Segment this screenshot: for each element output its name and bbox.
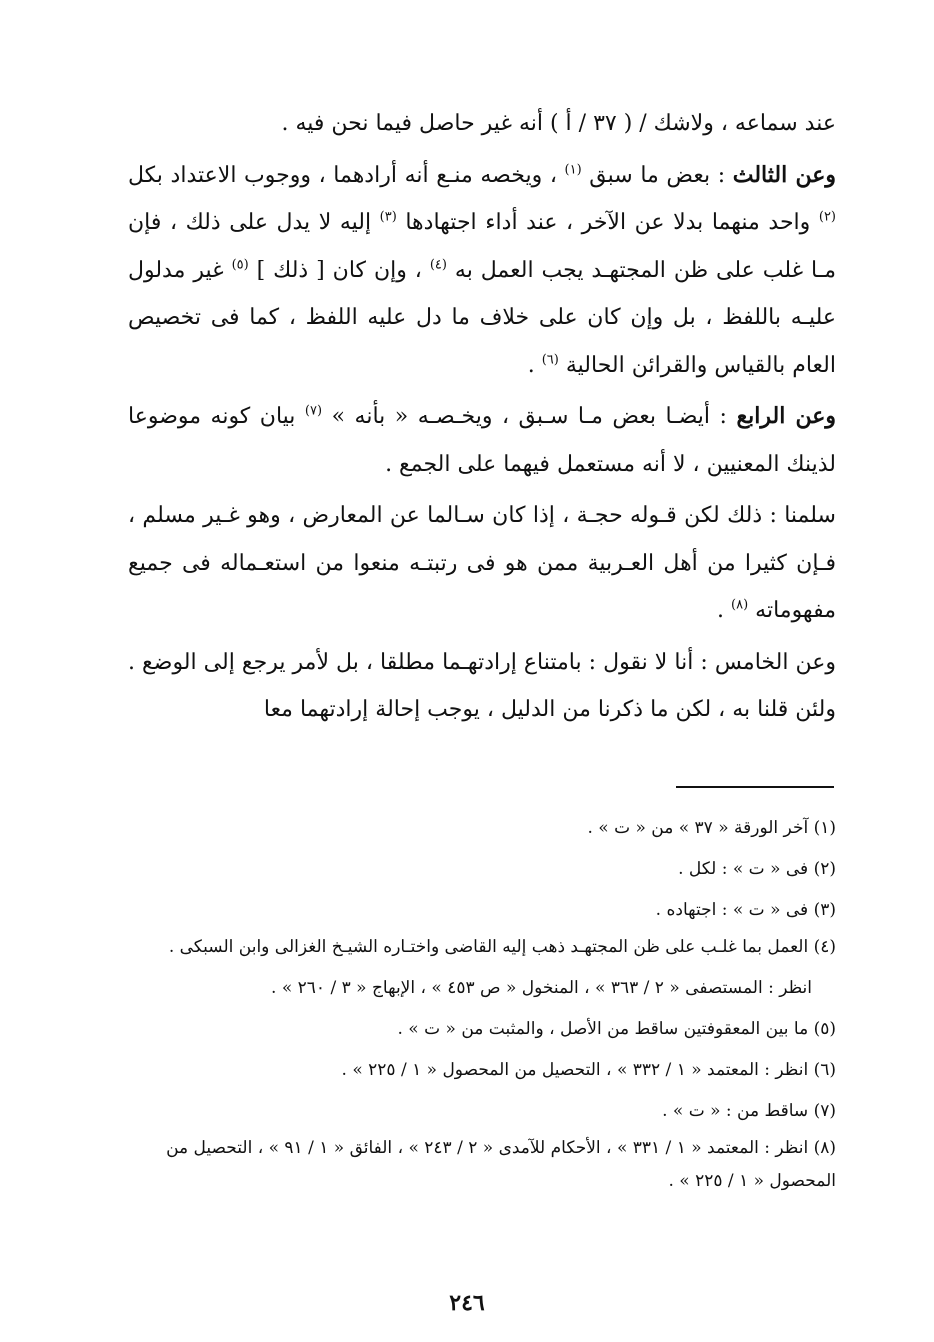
footnote-2: (٢) فى « ت » : لكل .: [678, 859, 836, 879]
text-run: بيان كونه موضوعا لذينك المعنيين ، لا أنه مستعمل فيهما على الجمع .: [128, 404, 836, 477]
footnote-4: (٤) العمل بما غلـب على ظن المجتهـد ذهب إليه القاضى واختـاره الشيـخ الغزالى وابن السبكى .: [168, 937, 836, 957]
footnote-ref-8: (٨): [731, 597, 749, 613]
footnote-6: (٦) انظر : المعتمد « ١ / ٣٣٢ » ، التحصيل من المحصول « ١ / ٢٢٥ » .: [341, 1060, 836, 1080]
text-run: غير مدلول عليـه باللفظ ، بل وإن كان على خلاف ما دل عليه اللفظ ، كما فى تخصيص العام بالقياس والقرائن الحالية: [128, 257, 836, 378]
footnote-separator: [676, 786, 834, 788]
footnote-ref-1: (١): [564, 162, 582, 178]
footnote-7: (٧) ساقط من : « ت » .: [662, 1101, 836, 1121]
heading-fourth: وعن الرابع: [736, 403, 837, 429]
paragraph-concession: [128, 492, 836, 635]
footnote-5: (٥) ما بين المعقوفتين ساقط من الأصل ، والمثبت من « ت » .: [397, 1019, 836, 1039]
text-run: .: [717, 598, 732, 623]
footnote-ref-5: (٥): [231, 257, 249, 273]
paragraph-1: عند سماعه ، ولاشك / ( ٣٧ / أ ) أنه غير حاصل فيما نحن فيه .: [281, 111, 836, 136]
footnote-3: (٣) فى « ت » : اجتهاده .: [655, 900, 836, 920]
paragraph-fourth-point: [128, 393, 836, 488]
paragraph-fifth-point: وعن الخامس : أنا لا نقول : بامتناع إرادتهـما مطلقا ، بل لأمر يرجع إلى الوضع . ولئن قلنا به ، لكن ما ذكرنا من الدليل ، يوجب إحالة إرادتهما معا: [128, 649, 836, 722]
main-text: [128, 100, 836, 738]
footnote-ref-4: (٤): [429, 257, 447, 273]
text-run: ، ويخصه منـع أنه أرادهما ، ووجوب الاعتداد بكل: [128, 162, 565, 188]
paragraph-third-point: [128, 152, 836, 390]
text-run: سلمنا : ذلك لكن قـوله حجـة ، إذا كان سـالما عن المعارض ، وهو غـير مسلم ، فـإن كثيرا من أهل العـربية ممن هو فى رتبتـه منعوا من استعـماله فى جميع مفهوماته: [128, 503, 836, 623]
page-number: ٢٤٦: [449, 1290, 485, 1316]
text-run: واحد منهما بدلا عن الآخر ، عند أداء اجتهادها: [396, 210, 819, 235]
text-run: ، وإن كان [ ذلك ]: [248, 257, 430, 283]
text-run: .: [527, 352, 542, 378]
footnote-4-references: انظر : المستصفى « ٢ / ٣٦٣ » ، المنخول « ص ٤٥٣ » ، الإبهاج « ٣ / ٢٦٠ » .: [271, 978, 812, 998]
heading-third: وعن الثالث: [732, 161, 836, 188]
footnote-8: (٨) انظر : المعتمد « ١ / ٣٣١ » ، الأحكام للآمدى « ٢ / ٢٤٣ » ، الفائق « ١ / ٩١ » ، التحصيل من المحصول « ١ / ٢٢٥ » .: [166, 1138, 836, 1191]
text-run: إليه لا يدل على ذلك ، فإن مـا غلب على ظن المجتهـد يجب العمل به: [128, 210, 836, 283]
footnote-ref-2: (٢): [818, 209, 836, 225]
text-run: : أيضـا بعض مـا سـبق ، ويخـصـه « بأنه »: [322, 404, 737, 429]
footnote-ref-6: (٦): [541, 352, 559, 368]
footnote-ref-3: (٣): [379, 209, 397, 225]
footnote-ref-7: (٧): [304, 403, 323, 419]
text-run: : بعض ما سبق: [581, 162, 733, 188]
footnotes: [128, 808, 836, 1202]
footnote-1: (١) آخر الورقة « ٣٧ » من « ت » .: [587, 818, 836, 838]
